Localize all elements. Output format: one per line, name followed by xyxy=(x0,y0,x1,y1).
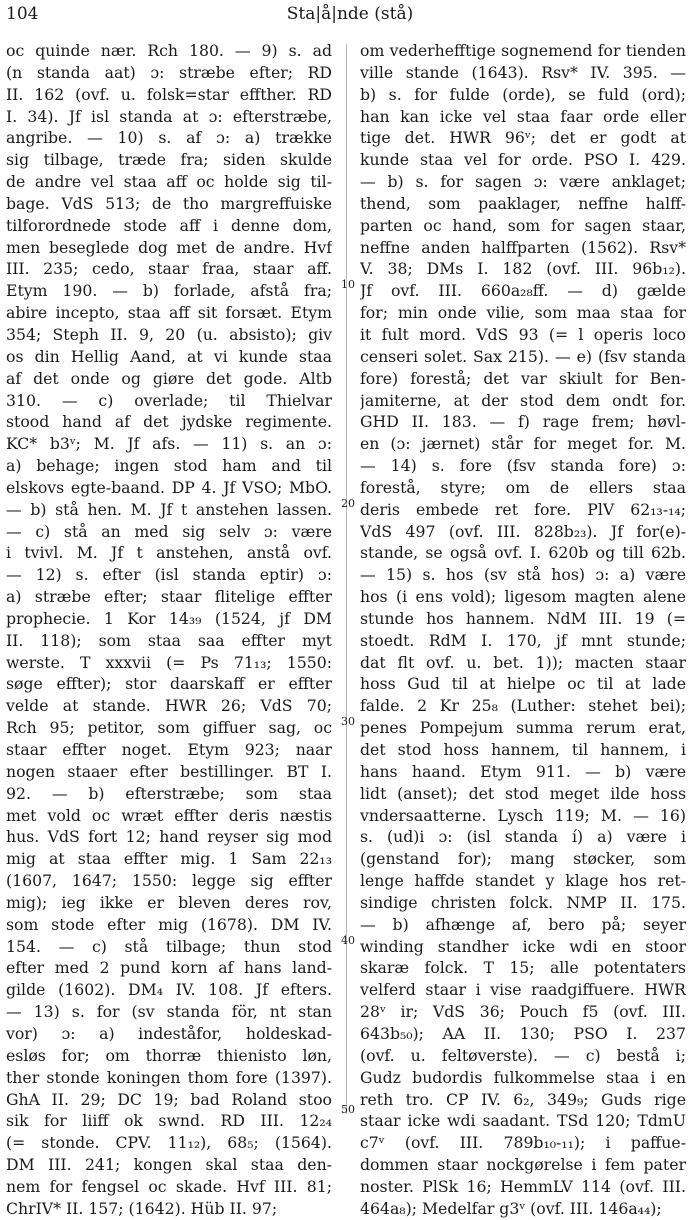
text-line: vor) ɔ: a) indeståfor, holdeskad- xyxy=(6,1023,332,1043)
text-line: reth tro. CP IV. 6₂, 349₉; Guds rige xyxy=(360,1089,686,1109)
column-divider xyxy=(346,44,347,1114)
text-line: lenge haffde standet y klage hos ret- xyxy=(360,871,686,891)
text-line: 28ᵛ ir; VdS 36; Pouch f5 (ovf. III. xyxy=(360,1002,686,1022)
text-line: i tvivl. M. Jf t anstehen, anstå ovf. xyxy=(6,543,332,563)
text-line: forestå, styre; om de ellers staa xyxy=(360,477,686,497)
text-line: stande, se også ovf. I. 620b og till 62b. xyxy=(360,543,686,563)
text-line: os din Hellig Aand, at vi kunde staa xyxy=(6,346,332,366)
page-number: 104 xyxy=(6,4,39,24)
text-line: (1607, 1647; 1550: legge sig effter xyxy=(6,871,332,891)
text-line: c7ᵛ (ovf. III. 789b₁₀-₁₁); i paffue- xyxy=(360,1133,686,1153)
text-line: sig tilbage, træde fra; siden skulde xyxy=(6,150,332,170)
text-line: falde. 2 Kr 25₈ (Luther: stehet bei); xyxy=(360,696,686,716)
text-line: parten oc hand, som for sagen staar, xyxy=(360,215,686,235)
text-line: winding standher icke wdi en stoor xyxy=(360,936,686,956)
text-line: som stode efter mig (1678). DM IV. xyxy=(6,914,332,934)
text-line: de andre vel staa aff oc holde sig til- xyxy=(6,172,332,192)
text-line: GHD II. 183. — f) rage frem; høvl- xyxy=(360,412,686,432)
text-line: werste. T xxxvii (= Ps 71₁₃; 1550: xyxy=(6,652,332,672)
text-line: 643b₅₀); AA II. 130; PSO I. 237 xyxy=(360,1023,686,1043)
text-line: — c) stå an med sig selv ɔ: være xyxy=(6,521,332,541)
text-line: dat flt ovf. u. bet. 1)); macten staar xyxy=(360,652,686,672)
text-line: 354; Steph II. 9, 20 (u. absisto); giv xyxy=(6,324,332,344)
text-line: it fult mord. VdS 93 (= l operis loco xyxy=(360,324,686,344)
text-line: noster. PlSk 16; HemmLV 114 (ovf. III. xyxy=(360,1176,686,1196)
text-line: (n standa aat) ɔ: stræbe efter; RD xyxy=(6,62,332,82)
text-line: penes Pompejum summa rerum erat, xyxy=(360,718,686,738)
text-line: staar effter noget. Etym 923; naar xyxy=(6,740,332,759)
text-line: han kan icke vel staa faar orde eller xyxy=(360,106,686,126)
text-line: nogen staaer efter bestillinger. BT I. xyxy=(6,761,332,781)
text-line: III. 235; cedo, staar fraa, staar aff. xyxy=(6,259,332,279)
text-line: Etym 190. — b) forlade, afstå fra; xyxy=(6,281,332,301)
text-line: men beseglede dog met de andre. Hvf xyxy=(6,237,332,257)
text-line: hans haand. Etym 911. — b) være xyxy=(360,761,686,781)
text-line: tige det. HWR 96ᵛ; det er godt at xyxy=(360,128,686,148)
text-line: dommen staar nockgørelse i fem pater xyxy=(360,1155,686,1175)
text-line: GhA II. 29; DC 19; bad Roland stoo xyxy=(6,1089,332,1109)
text-line: 92. — b) efterstræbe; som staa xyxy=(6,783,332,803)
text-line: staar icke wdi saadant. TSd 120; TdmU xyxy=(360,1111,686,1131)
text-line: — b) s. for sagen ɔ: være anklaget; xyxy=(360,172,686,192)
text-line: — b) afhænge af, bero på; seyer xyxy=(360,914,686,934)
running-head: Sta|å|nde (stå) xyxy=(286,4,414,24)
text-line: (genstand for); mang støcker, som xyxy=(360,849,686,869)
text-line: — 13) s. for (sv standa för, nt stan xyxy=(6,1002,332,1022)
text-line: Gudz budordis fulkommelse staa i en xyxy=(360,1067,686,1087)
text-line: mig); ieg ikke er bleven deres rov, xyxy=(6,892,332,912)
text-line: efter med 2 pund korn af hans land- xyxy=(6,958,332,978)
margin-line-number: 20 xyxy=(341,497,355,510)
text-line: KC* b3ᵛ; M. Jf afs. — 11) s. an ɔ: xyxy=(6,434,332,454)
text-line: esløs for; om thorræ thienisto løn, xyxy=(6,1045,332,1065)
text-line: elskovs egte-baand. DP 4. Jf VSO; MbO. xyxy=(6,477,332,497)
text-line: s. (ud)i ɔ: (isl standa í) a) være i xyxy=(360,827,686,847)
text-line: gilde (1602). DM₄ IV. 108. Jf efters. xyxy=(6,980,332,1000)
text-line: II. 118); som staa saa effter myt xyxy=(6,630,332,650)
text-line: jamiterne, at der stod dem ondt for. xyxy=(360,390,686,410)
text-line: hoss Gud til at hielpe oc til at lade xyxy=(360,674,686,694)
text-line: V. 38; DMs I. 182 (ovf. III. 96b₁₂). xyxy=(360,259,686,279)
text-line: (ovf. u. feltøverste). — c) bestå i; xyxy=(360,1045,686,1065)
text-line: vndersaatterne. Lysch 119; M. — 16) xyxy=(360,805,686,825)
text-line: abire incepto, staa aff sit forsæt. Etym xyxy=(6,303,332,323)
text-line: stood hand af det jydske regimente. xyxy=(6,412,332,432)
text-line: skaræ folck. T 15; alle potentaters xyxy=(360,958,686,978)
text-line: hos (i ens vold); ligesom magten alene xyxy=(360,587,686,607)
text-line: thend, som paaklager, neffne halff- xyxy=(360,193,686,213)
text-line: af det onde og giøre det gode. Altb xyxy=(6,368,332,388)
text-line: — 15) s. hos (sv stå hos) ɔ: a) være xyxy=(360,565,686,585)
text-line: fore) forestå; det var skiult for Ben- xyxy=(360,368,686,388)
left-column xyxy=(6,40,332,1220)
text-line: I. 34). Jf isl standa at ɔ: efterstræbe, xyxy=(6,106,332,126)
text-line: velde at stande. HWR 26; VdS 70; xyxy=(6,696,332,716)
text-line: en (ɔ: jærnet) står for meget for. M. xyxy=(360,434,686,454)
text-line: ChrIV* II. 157; (1642). Hüb II. 97; xyxy=(6,1198,278,1218)
text-line: om vederhefftige sognemend for tienden xyxy=(360,41,686,60)
text-line: nem for fengsel oc skade. Hvf III. 81; xyxy=(6,1176,332,1196)
text-line: lidt (anset); det stod meget ilde hoss xyxy=(360,783,686,803)
text-line: sik for liiff ok swnd. RD III. 12₂₄ xyxy=(6,1111,332,1131)
margin-line-number: 10 xyxy=(341,278,355,291)
text-line: det stod hoss hannem, til hannem, i xyxy=(360,740,686,759)
text-line: prophecie. 1 Kor 14₃₉ (1524, jf DM xyxy=(6,608,332,628)
text-line: Jf ovf. III. 660a₂₈ff. — d) gælde xyxy=(360,281,686,301)
text-line: — 14) s. fore (fsv standa fore) ɔ: xyxy=(360,456,686,476)
margin-line-number: 50 xyxy=(341,1103,355,1116)
text-line: angribe. — 10) s. af ɔ: a) trække xyxy=(6,128,332,148)
text-line: for; min onde vilie, som maa staa for xyxy=(360,303,686,323)
text-line: (= stonde. CPV. 11₁₂), 68₅; (1564). xyxy=(6,1133,332,1153)
text-line: mig at staa effter mig. 1 Sam 22₁₃ xyxy=(6,849,332,869)
text-line: ther stonde koningen thom fore (1397). xyxy=(6,1067,332,1087)
text-line: 464a₈); Medelfar g3ᵛ (ovf. III. 146a₄₄); xyxy=(360,1198,662,1218)
text-line: bage. VdS 513; de tho margreffuiske xyxy=(6,193,332,213)
text-line: hus. VdS fort 12; hand reyser sig mod xyxy=(6,827,332,847)
text-line: VdS 497 (ovf. III. 828b₂₃). Jf for(e)- xyxy=(360,521,686,541)
text-line: — 12) s. efter (isl standa eptir) ɔ: xyxy=(6,565,332,585)
text-line: tilforordnede stode aff i denne dom, xyxy=(6,215,332,235)
text-line: — b) stå hen. M. Jf t anstehen lassen. xyxy=(6,499,332,519)
text-line: stoedt. RdM I. 170, jf mnt stunde; xyxy=(360,630,686,650)
text-line: DM III. 241; kongen skal staa den- xyxy=(6,1155,332,1175)
text-line: deris embede ret fore. PlV 62₁₃-₁₄; xyxy=(360,499,686,519)
margin-line-number: 30 xyxy=(341,715,355,728)
margin-line-number: 40 xyxy=(341,934,355,947)
text-line: a) behage; ingen stod ham and til xyxy=(6,456,332,476)
text-line: ville stande (1643). Rsv* IV. 395. — xyxy=(360,62,686,82)
text-line: oc quinde nær. Rch 180. — 9) s. ad xyxy=(6,41,332,60)
text-line: 154. — c) stå tilbage; thun stod xyxy=(6,936,332,956)
text-line: velferd staar i vise raadgiffuere. HWR xyxy=(360,980,686,1000)
text-line: censeri solet. Sax 215). — e) (fsv standa xyxy=(360,346,686,366)
text-line: b) s. for fulde (orde), se fuld (ord); xyxy=(360,84,686,104)
text-line: stunde hos hannem. NdM III. 19 (= xyxy=(360,608,686,628)
text-line: neffne anden halffparten (1562). Rsv* xyxy=(360,237,686,257)
text-line: 310. — c) overlade; til Thielvar xyxy=(6,390,332,410)
text-line: met vold oc wræt effter deris næstis xyxy=(6,805,332,825)
text-line: sindige christen folck. NMP II. 175. xyxy=(360,892,686,912)
text-line: a) stræbe efter; staar flitelige effter xyxy=(6,587,332,607)
text-line: kunde staa vel for orde. PSO I. 429. xyxy=(360,150,686,170)
text-line: II. 162 (ovf. u. folsk=star effther. RD xyxy=(6,84,332,104)
page-header xyxy=(0,4,700,30)
text-line: søge effter); stor daarskaff er effter xyxy=(6,674,332,694)
right-column xyxy=(360,40,686,1220)
text-line: Rch 95; petitor, som giffuer sag, oc xyxy=(6,718,332,738)
